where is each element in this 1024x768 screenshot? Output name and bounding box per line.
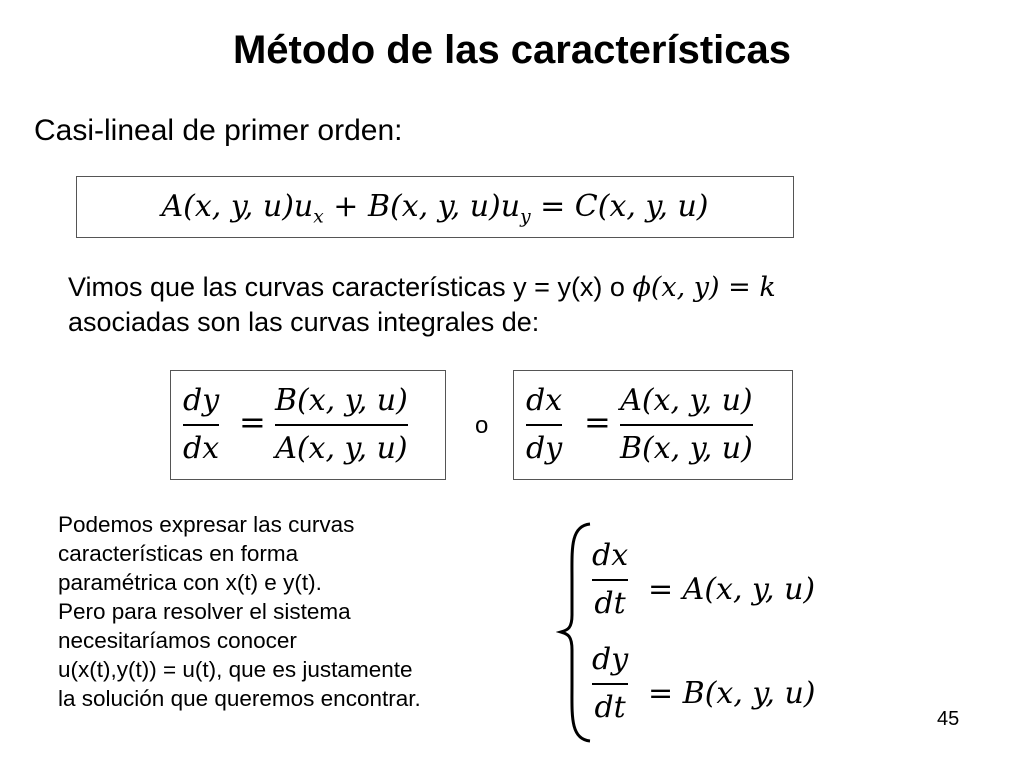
- equation-rhs: = C(x, y, u): [530, 189, 709, 224]
- dy-dx-equation-box: [170, 370, 446, 480]
- equation-plus: +: [323, 189, 368, 224]
- system-equation-2-rhs: = B(x, y, u): [648, 676, 816, 711]
- slide-title: Método de las características: [232, 28, 792, 72]
- equals-sign: =: [239, 403, 266, 441]
- dx-dy-fraction: [526, 381, 562, 469]
- fraction-bar: [592, 683, 628, 685]
- main-equation: [77, 189, 793, 228]
- paragraph2-line: Pero para resolver el sistema: [58, 599, 351, 624]
- paragraph2-line: paramétrica con x(t) e y(t).: [58, 570, 322, 595]
- characteristic-curves-paragraph: [68, 270, 776, 339]
- dy-dx-fraction: [183, 381, 219, 469]
- equation-a-subscript: x: [313, 206, 324, 228]
- fraction-denominator: B(x, y, u): [620, 431, 753, 466]
- paragraph1-line2: asociadas son las curvas integrales de:: [68, 307, 540, 337]
- equation-b-term: B(x, y, u)u: [367, 189, 521, 224]
- fraction-bar: [620, 424, 753, 426]
- fraction-denominator: dt: [594, 586, 626, 621]
- system-equation-1-rhs: = A(x, y, u): [648, 572, 816, 607]
- fraction-numerator: dy: [183, 383, 220, 418]
- paragraph1-line1: [68, 270, 776, 305]
- parametric-paragraph: [58, 510, 538, 713]
- equation-b-subscript: y: [520, 206, 531, 228]
- subtitle: Casi-lineal de primer orden:: [34, 114, 403, 147]
- or-separator: o: [475, 412, 489, 439]
- fraction-denominator: dx: [183, 431, 220, 466]
- fraction-bar: [275, 424, 408, 426]
- dx-dy-equation-box: [513, 370, 793, 480]
- paragraph2-line: Podemos expresar las curvas: [58, 512, 355, 537]
- equals-sign: =: [584, 403, 611, 441]
- b-over-a-fraction: [275, 381, 408, 469]
- a-over-b-fraction: [620, 381, 753, 469]
- fraction-numerator: B(x, y, u): [275, 383, 408, 418]
- paragraph1-line1-text: Vimos que las curvas características y = y(x) o: [68, 272, 633, 302]
- main-equation-box: [76, 176, 794, 238]
- paragraph2-line: necesitaríamos conocer: [58, 628, 297, 653]
- left-brace: [556, 520, 596, 745]
- paragraph2-line: características en forma: [58, 541, 299, 566]
- fraction-denominator: dy: [526, 431, 563, 466]
- fraction-denominator: A(x, y, u): [275, 431, 408, 466]
- paragraph2-line: la solución que queremos encontrar.: [58, 686, 421, 711]
- page-number: 45: [937, 708, 960, 730]
- fraction-numerator: A(x, y, u): [620, 383, 753, 418]
- paragraph2-line: u(x(t),y(t)) = u(t), que es justamente: [58, 657, 413, 682]
- fraction-numerator: dx: [592, 538, 629, 573]
- fraction-numerator: dy: [592, 642, 629, 677]
- phi-equation: ϕ(x, y) = k: [632, 272, 776, 303]
- equation-a-term: A(x, y, u)u: [161, 189, 314, 224]
- fraction-bar: [526, 424, 562, 426]
- fraction-bar: [183, 424, 219, 426]
- fraction-numerator: dx: [526, 383, 563, 418]
- dy-dt-fraction: [592, 640, 628, 728]
- fraction-denominator: dt: [594, 690, 626, 725]
- dx-dt-fraction: [592, 536, 628, 624]
- fraction-bar: [592, 579, 628, 581]
